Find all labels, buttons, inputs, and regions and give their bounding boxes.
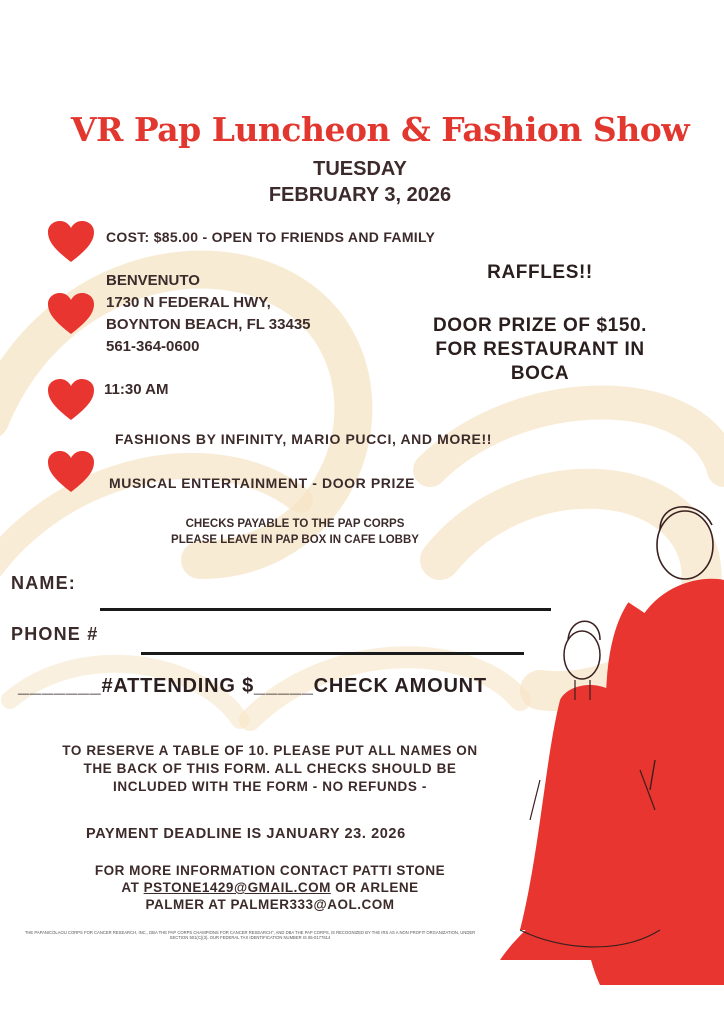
contact-line: FOR MORE INFORMATION CONTACT PATTI STONE — [94, 863, 446, 878]
contact-line: PALMER AT PALMER333@AOL.COM — [145, 897, 395, 912]
checks-line: CHECKS PAYABLE TO THE PAP CORPS — [185, 518, 405, 530]
contact-at: AT — [121, 880, 144, 895]
event-title: VR Pap Luncheon & Fashion Show — [70, 110, 690, 149]
reserve-line: TO RESERVE A TABLE OF 10. PLEASE PUT ALL NAMES ON — [62, 743, 478, 758]
contact-block — [60, 862, 480, 913]
reserve-line: THE BACK OF THIS FORM. ALL CHECKS SHOULD BE — [83, 761, 457, 776]
checks-note — [130, 516, 460, 548]
reserve-line: INCLUDED WITH THE FORM - NO REFUNDS - — [113, 779, 427, 794]
fashion-illustration — [500, 507, 724, 985]
cost-text: COST: $85.00 - OPEN TO FRIENDS AND FAMILY — [106, 229, 436, 245]
door-prize-block — [400, 314, 680, 386]
heart-icon — [48, 221, 94, 263]
venue-street: 1730 N FEDERAL HWY, — [106, 294, 271, 311]
phone-field[interactable] — [141, 652, 524, 655]
event-date: FEBRUARY 3, 2026 — [268, 184, 452, 206]
venue-name: BENVENUTO — [106, 272, 200, 289]
contact-line — [60, 879, 480, 896]
name-label: NAME: — [11, 573, 76, 593]
payment-deadline: PAYMENT DEADLINE IS JANUARY 23. 2026 — [86, 826, 406, 842]
door-prize-line: DOOR PRIZE OF $150. — [432, 315, 648, 336]
fashions-text: FASHIONS BY INFINITY, MARIO PUCCI, AND MORE!! — [115, 431, 493, 447]
contact-or: OR ARLENE — [330, 880, 419, 895]
raffles-text: RAFFLES!! — [487, 262, 593, 283]
event-day: TUESDAY — [313, 158, 407, 180]
heart-icon — [48, 451, 94, 493]
checks-line: PLEASE LEAVE IN PAP BOX IN CAFE LOBBY — [171, 534, 419, 546]
attending-line[interactable]: _______#ATTENDING $_____CHECK AMOUNT — [18, 675, 487, 697]
entertainment-text: MUSICAL ENTERTAINMENT - DOOR PRIZE — [109, 475, 416, 491]
name-field[interactable] — [100, 608, 551, 611]
heart-icon — [48, 379, 94, 421]
door-prize-line: FOR RESTAURANT IN — [435, 339, 645, 360]
fine-print: THE PAPANICOLAOU CORPS FOR CANCER RESEARCH, INC., DBA THE PAP CORPS CHAMPIONS FOR CANCER RESEARCH", AND DBA THE PAP CORPS, IS RECOGNIZED BY THE IRS AS A NON PROFIT ORGANIZATION, UNDER SECTION 501(C)(3). OUR FEDERAL TAX IDENTIFICATION NUMBER IS 65-0177614 — [24, 930, 476, 940]
door-prize-line: BOCA — [510, 363, 570, 384]
event-time: 11:30 AM — [104, 381, 169, 398]
phone-label: PHONE # — [11, 624, 99, 644]
venue-phone: 561-364-0600 — [106, 338, 200, 355]
venue-city: BOYNTON BEACH, FL 33435 — [106, 316, 311, 333]
reserve-note — [10, 742, 530, 796]
email-link[interactable]: PSTONE1429@GMAIL.COM — [143, 880, 331, 895]
venue-block — [106, 270, 311, 358]
heart-icon — [48, 293, 94, 335]
